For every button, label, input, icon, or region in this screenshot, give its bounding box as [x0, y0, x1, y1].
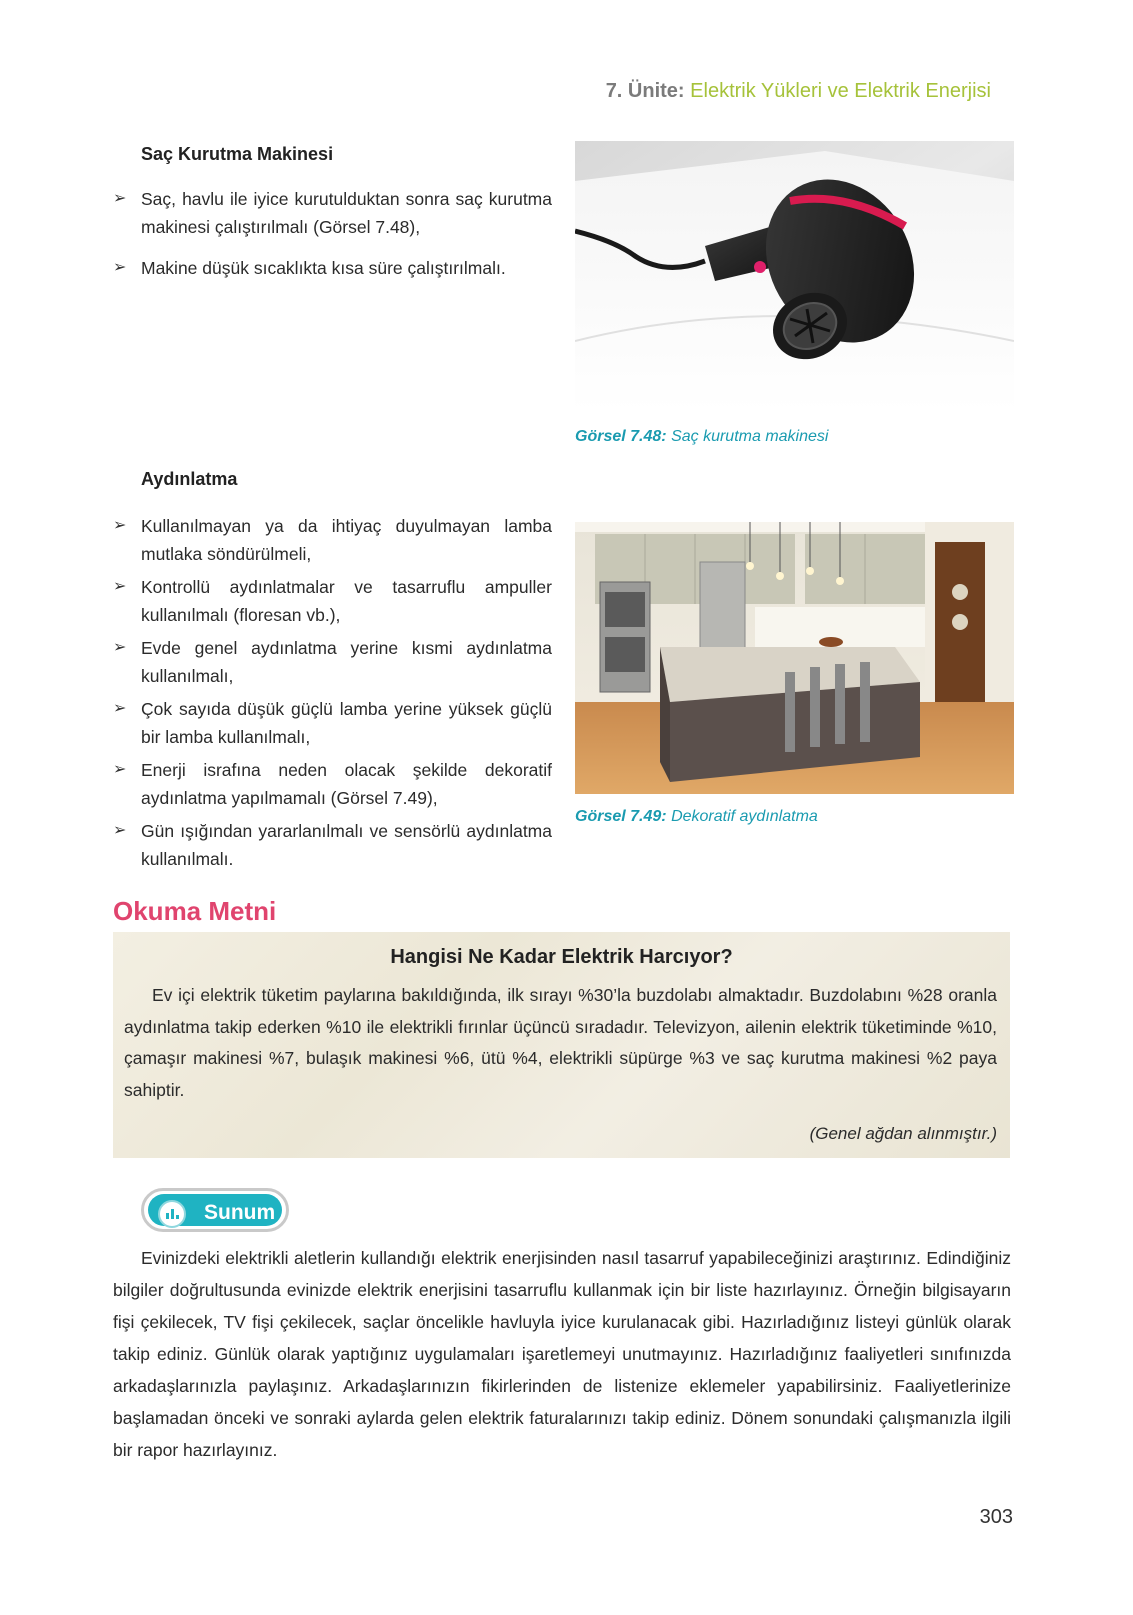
list-item: ➢ Evde genel aydınlatma yerine kısmi aydınlatma kullanılmalı,: [113, 634, 552, 690]
figure-caption-7-49: Görsel 7.49: Dekoratif aydınlatma: [575, 808, 818, 825]
unit-topic: Elektrik Yükleri ve Elektrik Enerjisi: [690, 80, 991, 102]
reading-heading: Okuma Metni: [113, 896, 277, 926]
hair-dryer-photo: [575, 141, 1014, 413]
hair-dryer-list: [113, 185, 552, 295]
arrow-bullet-icon: ➢: [113, 761, 127, 778]
arrow-bullet-icon: ➢: [113, 639, 127, 656]
reading-box: [113, 932, 1010, 1158]
sunum-badge: [141, 1188, 289, 1232]
list-item: ➢ Makine düşük sıcaklıkta kısa süre çalıştırılmalı.: [113, 254, 552, 282]
list-item: ➢ Kullanılmayan ya da ihtiyaç duyulmayan lamba mutlaka söndürülmeli,: [113, 512, 552, 568]
unit-number: 7. Ünite:: [605, 80, 685, 102]
page-number: 303: [979, 1506, 1013, 1528]
presentation-chart-icon: [158, 1200, 186, 1228]
arrow-bullet-icon: ➢: [113, 578, 127, 595]
reading-title: Hangisi Ne Kadar Elektrik Harcıyor?: [390, 946, 733, 968]
reading-source: (Genel ağdan alınmıştır.): [809, 1124, 997, 1143]
arrow-bullet-icon: ➢: [113, 822, 127, 839]
arrow-bullet-icon: ➢: [113, 259, 127, 276]
list-item: ➢ Saç, havlu ile iyice kurutulduktan sonra saç kurutma makinesi çalıştırılmalı (Görsel 7.48),: [113, 185, 552, 241]
reading-text: Ev içi elektrik tüketim paylarına bakıldığında, ilk sırayı %30’la buzdolabı almaktadır. Buzdolabını %28 oranla aydınlatma takip ederken %10 ile elektrikli fırınlar üçüncü sıradadır. Televizyon, ailenin elektrik tüketiminde %10, çamaşır makinesi %7, bulaşık makinesi %6, ütü %4, elektrikli süpürge %3 ve saç kurutma makinesi %2 paya sahiptir.: [124, 985, 997, 1100]
list-item: ➢ Çok sayıda düşük güçlü lamba yerine yüksek güçlü bir lamba kullanılmalı,: [113, 695, 552, 751]
kitchen-photo: [575, 522, 1014, 794]
section-title-hair-dryer: Saç Kurutma Makinesi: [141, 144, 334, 164]
lighting-list: [113, 512, 552, 878]
arrow-bullet-icon: ➢: [113, 190, 127, 207]
list-item: ➢ Enerji israfına neden olacak şekilde dekoratif aydınlatma yapılmamalı (Görsel 7.49),: [113, 756, 552, 812]
section-title-lighting: Aydınlatma: [141, 469, 238, 489]
chapter-header: [606, 80, 991, 103]
figure-caption-7-48: Görsel 7.48: Saç kurutma makinesi: [575, 428, 829, 445]
sunum-label: Sunum: [204, 1201, 276, 1224]
arrow-bullet-icon: ➢: [113, 517, 127, 534]
arrow-bullet-icon: ➢: [113, 700, 127, 717]
sunum-paragraph: Evinizdeki elektrikli aletlerin kullandığı elektrik enerjisinden nasıl tasarruf yapabileceğinizi araştırınız. Edindiğiniz bilgiler doğrultusunda evinizde elektrik enerjisini tasarruflu kullanmak için bir liste hazırlayınız. Örneğin bilgisayarın fişi çekilecek, TV fişi çekilecek, saçlar öncelikle havluyla iyice kurulanacak gibi. Hazırladığınız listeyi günlük olarak takip ediniz. Günlük olarak yaptığınız uygulamaları işaretlemeyi unutmayınız. Hazırladığınız faaliyetleri sınıfınızda arkadaşlarınızla paylaşınız. Arkadaşlarınızın fikirlerinden de listenize eklemeler yapabilirsiniz. Faaliyetlerinize başlamadan önceki ve sonraki aylarda gelen elektrik faturalarınızı takip ediniz. Dönem sonundaki çalışmanızla ilgili bir rapor hazırlayınız.: [113, 1248, 1011, 1460]
list-item: ➢ Gün ışığından yararlanılmalı ve sensörlü aydınlatma kullanılmalı.: [113, 817, 552, 873]
list-item: ➢ Kontrollü aydınlatmalar ve tasarruflu ampuller kullanılmalı (floresan vb.),: [113, 573, 552, 629]
